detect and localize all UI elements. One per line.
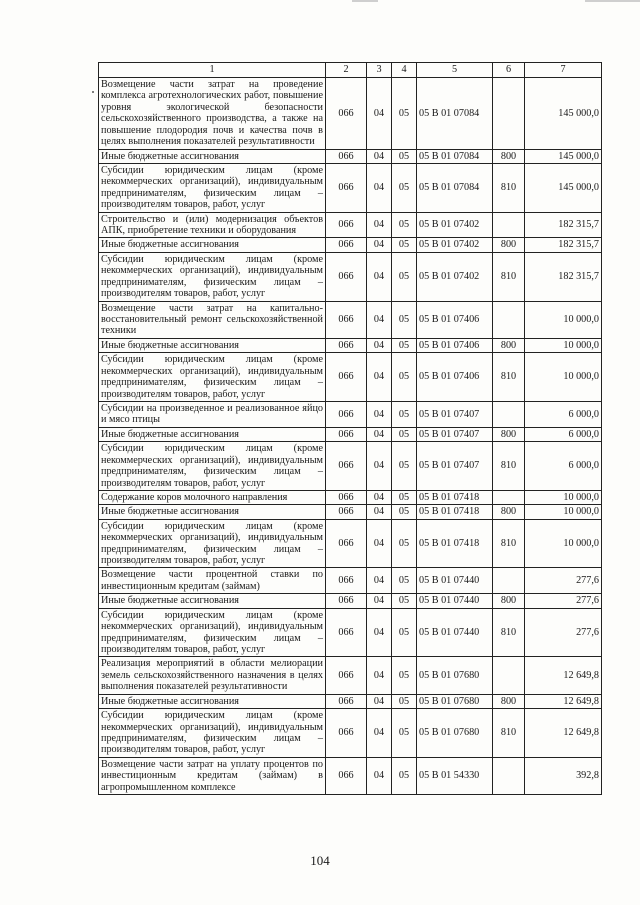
subsection-code-cell: 05 bbox=[392, 709, 417, 758]
expense-type-cell: 800 bbox=[493, 505, 525, 519]
section-code-cell: 04 bbox=[367, 252, 392, 301]
amount-cell: 10 000,0 bbox=[525, 505, 602, 519]
subsection-code-cell: 05 bbox=[392, 401, 417, 427]
row-name-cell: Возмещение части затрат на уплату процентов по инвестиционным кредитам (займам) в агропромышленном комплексе bbox=[99, 757, 326, 794]
scan-artifact bbox=[585, 0, 640, 2]
row-name-cell: Субсидии юридическим лицам (кроме некоммерческих организаций), индивидуальным предпринимателям, физическим лицам – производителям товаров, работ, услуг bbox=[99, 608, 326, 657]
ministry-code-cell: 066 bbox=[326, 694, 367, 708]
subsection-code-cell: 05 bbox=[392, 163, 417, 212]
table-row bbox=[99, 353, 602, 402]
subsection-code-cell: 05 bbox=[392, 519, 417, 568]
row-name-cell: Субсидии на произведенное и реализованное яйцо и мясо птицы bbox=[99, 401, 326, 427]
amount-cell: 277,6 bbox=[525, 608, 602, 657]
subsection-code-cell: 05 bbox=[392, 252, 417, 301]
table-row bbox=[99, 149, 602, 163]
target-article-cell: 05 B 01 07407 bbox=[417, 442, 493, 491]
ministry-code-cell: 066 bbox=[326, 252, 367, 301]
ministry-code-cell: 066 bbox=[326, 301, 367, 338]
row-name-cell: Субсидии юридическим лицам (кроме некоммерческих организаций), индивидуальным предпринимателям, физическим лицам – производителям товаров, работ, услуг bbox=[99, 252, 326, 301]
row-name-cell: Субсидии юридическим лицам (кроме некоммерческих организаций), индивидуальным предпринимателям, физическим лицам – производителям товаров, работ, услуг bbox=[99, 163, 326, 212]
section-code-cell: 04 bbox=[367, 78, 392, 150]
target-article-cell: 05 B 01 07406 bbox=[417, 301, 493, 338]
target-article-cell: 05 B 01 07402 bbox=[417, 252, 493, 301]
subsection-code-cell: 05 bbox=[392, 694, 417, 708]
target-article-cell: 05 B 01 07418 bbox=[417, 490, 493, 504]
table-row bbox=[99, 301, 602, 338]
amount-cell: 145 000,0 bbox=[525, 149, 602, 163]
expense-type-cell: 810 bbox=[493, 709, 525, 758]
section-code-cell: 04 bbox=[367, 757, 392, 794]
table-row bbox=[99, 519, 602, 568]
subsection-code-cell: 05 bbox=[392, 427, 417, 441]
target-article-cell: 05 B 01 07084 bbox=[417, 149, 493, 163]
section-code-cell: 04 bbox=[367, 568, 392, 594]
expense-type-cell bbox=[493, 401, 525, 427]
amount-cell: 10 000,0 bbox=[525, 490, 602, 504]
table-row bbox=[99, 78, 602, 150]
amount-cell: 10 000,0 bbox=[525, 301, 602, 338]
row-name-cell: Субсидии юридическим лицам (кроме некоммерческих организаций), индивидуальным предпринимателям, физическим лицам – производителям товаров, работ, услуг bbox=[99, 353, 326, 402]
amount-cell: 182 315,7 bbox=[525, 212, 602, 238]
amount-cell: 145 000,0 bbox=[525, 163, 602, 212]
row-name-cell: Содержание коров молочного направления bbox=[99, 490, 326, 504]
target-article-cell: 05 B 01 07680 bbox=[417, 657, 493, 694]
ministry-code-cell: 066 bbox=[326, 78, 367, 150]
expense-type-cell bbox=[493, 78, 525, 150]
header-col-6: 6 bbox=[493, 63, 525, 78]
row-name-cell: Возмещение части процентной ставки по инвестиционным кредитам (займам) bbox=[99, 568, 326, 594]
ministry-code-cell: 066 bbox=[326, 709, 367, 758]
target-article-cell: 05 B 01 07680 bbox=[417, 709, 493, 758]
table-row bbox=[99, 709, 602, 758]
amount-cell: 145 000,0 bbox=[525, 78, 602, 150]
ministry-code-cell: 066 bbox=[326, 442, 367, 491]
target-article-cell: 05 B 01 07680 bbox=[417, 694, 493, 708]
expense-type-cell: 810 bbox=[493, 442, 525, 491]
table-header-row bbox=[99, 63, 602, 78]
ministry-code-cell: 066 bbox=[326, 212, 367, 238]
target-article-cell: 05 B 01 07402 bbox=[417, 238, 493, 252]
subsection-code-cell: 05 bbox=[392, 353, 417, 402]
row-name-cell: Субсидии юридическим лицам (кроме некоммерческих организаций), индивидуальным предпринимателям, физическим лицам – производителям товаров, работ, услуг bbox=[99, 442, 326, 491]
target-article-cell: 05 B 01 54330 bbox=[417, 757, 493, 794]
expense-type-cell: 810 bbox=[493, 353, 525, 402]
section-code-cell: 04 bbox=[367, 301, 392, 338]
expense-type-cell bbox=[493, 301, 525, 338]
ministry-code-cell: 066 bbox=[326, 163, 367, 212]
row-name-cell: Реализация мероприятий в области мелиорации земель сельскохозяйственного назначения в целях выполнения показателей результативности bbox=[99, 657, 326, 694]
table-body bbox=[99, 78, 602, 795]
target-article-cell: 05 B 01 07407 bbox=[417, 401, 493, 427]
row-name-cell: Строительство и (или) модернизация объектов АПК, приобретение техники и оборудования bbox=[99, 212, 326, 238]
section-code-cell: 04 bbox=[367, 427, 392, 441]
header-col-5: 5 bbox=[417, 63, 493, 78]
subsection-code-cell: 05 bbox=[392, 568, 417, 594]
expense-type-cell: 810 bbox=[493, 163, 525, 212]
expense-type-cell: 800 bbox=[493, 594, 525, 608]
amount-cell: 10 000,0 bbox=[525, 338, 602, 352]
row-name-cell: Иные бюджетные ассигнования bbox=[99, 338, 326, 352]
subsection-code-cell: 05 bbox=[392, 149, 417, 163]
amount-cell: 392,8 bbox=[525, 757, 602, 794]
amount-cell: 277,6 bbox=[525, 594, 602, 608]
target-article-cell: 05 B 01 07440 bbox=[417, 594, 493, 608]
ministry-code-cell: 066 bbox=[326, 594, 367, 608]
target-article-cell: 05 B 01 07084 bbox=[417, 163, 493, 212]
row-name-cell: Иные бюджетные ассигнования bbox=[99, 694, 326, 708]
subsection-code-cell: 05 bbox=[392, 212, 417, 238]
table-row bbox=[99, 252, 602, 301]
row-name-cell: Субсидии юридическим лицам (кроме некоммерческих организаций), индивидуальным предпринимателям, физическим лицам – производителям товаров, работ, услуг bbox=[99, 519, 326, 568]
row-name-cell: Иные бюджетные ассигнования bbox=[99, 505, 326, 519]
table-row bbox=[99, 505, 602, 519]
target-article-cell: 05 B 01 07406 bbox=[417, 353, 493, 402]
table-row bbox=[99, 212, 602, 238]
section-code-cell: 04 bbox=[367, 694, 392, 708]
section-code-cell: 04 bbox=[367, 657, 392, 694]
amount-cell: 182 315,7 bbox=[525, 252, 602, 301]
expense-type-cell bbox=[493, 568, 525, 594]
table-row bbox=[99, 694, 602, 708]
table-row bbox=[99, 568, 602, 594]
section-code-cell: 04 bbox=[367, 519, 392, 568]
amount-cell: 182 315,7 bbox=[525, 238, 602, 252]
amount-cell: 12 649,8 bbox=[525, 709, 602, 758]
subsection-code-cell: 05 bbox=[392, 608, 417, 657]
subsection-code-cell: 05 bbox=[392, 78, 417, 150]
ministry-code-cell: 066 bbox=[326, 490, 367, 504]
section-code-cell: 04 bbox=[367, 401, 392, 427]
subsection-code-cell: 05 bbox=[392, 490, 417, 504]
subsection-code-cell: 05 bbox=[392, 757, 417, 794]
table-row bbox=[99, 338, 602, 352]
scan-speck bbox=[92, 91, 94, 93]
section-code-cell: 04 bbox=[367, 608, 392, 657]
ministry-code-cell: 066 bbox=[326, 505, 367, 519]
amount-cell: 277,6 bbox=[525, 568, 602, 594]
amount-cell: 12 649,8 bbox=[525, 694, 602, 708]
target-article-cell: 05 B 01 07418 bbox=[417, 519, 493, 568]
subsection-code-cell: 05 bbox=[392, 301, 417, 338]
amount-cell: 10 000,0 bbox=[525, 519, 602, 568]
budget-table bbox=[98, 62, 602, 795]
table-row bbox=[99, 608, 602, 657]
ministry-code-cell: 066 bbox=[326, 757, 367, 794]
ministry-code-cell: 066 bbox=[326, 338, 367, 352]
table-row bbox=[99, 163, 602, 212]
expense-type-cell bbox=[493, 657, 525, 694]
section-code-cell: 04 bbox=[367, 490, 392, 504]
header-col-1: 1 bbox=[99, 63, 326, 78]
header-col-3: 3 bbox=[367, 63, 392, 78]
target-article-cell: 05 B 01 07418 bbox=[417, 505, 493, 519]
amount-cell: 12 649,8 bbox=[525, 657, 602, 694]
section-code-cell: 04 bbox=[367, 238, 392, 252]
table-row bbox=[99, 594, 602, 608]
section-code-cell: 04 bbox=[367, 163, 392, 212]
subsection-code-cell: 05 bbox=[392, 594, 417, 608]
row-name-cell: Возмещение части затрат на проведение комплекса агротехнологических работ, повышение уровня экологической безопасности сельскохозяйственного производства, а также на повышение плодородия почв и качества почв в целях выполнения показателей результативности bbox=[99, 78, 326, 150]
ministry-code-cell: 066 bbox=[326, 519, 367, 568]
expense-type-cell: 810 bbox=[493, 519, 525, 568]
page-number: 104 bbox=[310, 853, 330, 868]
amount-cell: 6 000,0 bbox=[525, 442, 602, 491]
subsection-code-cell: 05 bbox=[392, 657, 417, 694]
expense-type-cell: 810 bbox=[493, 252, 525, 301]
header-col-7: 7 bbox=[525, 63, 602, 78]
subsection-code-cell: 05 bbox=[392, 505, 417, 519]
amount-cell: 6 000,0 bbox=[525, 427, 602, 441]
amount-cell: 10 000,0 bbox=[525, 353, 602, 402]
expense-type-cell bbox=[493, 212, 525, 238]
subsection-code-cell: 05 bbox=[392, 238, 417, 252]
target-article-cell: 05 B 01 07440 bbox=[417, 568, 493, 594]
row-name-cell: Субсидии юридическим лицам (кроме некоммерческих организаций), индивидуальным предпринимателям, физическим лицам – производителям товаров, работ, услуг bbox=[99, 709, 326, 758]
expense-type-cell bbox=[493, 490, 525, 504]
expense-type-cell: 800 bbox=[493, 427, 525, 441]
ministry-code-cell: 066 bbox=[326, 657, 367, 694]
target-article-cell: 05 B 01 07402 bbox=[417, 212, 493, 238]
header-col-4: 4 bbox=[392, 63, 417, 78]
target-article-cell: 05 B 01 07084 bbox=[417, 78, 493, 150]
expense-type-cell: 810 bbox=[493, 608, 525, 657]
row-name-cell: Иные бюджетные ассигнования bbox=[99, 238, 326, 252]
section-code-cell: 04 bbox=[367, 212, 392, 238]
section-code-cell: 04 bbox=[367, 442, 392, 491]
subsection-code-cell: 05 bbox=[392, 442, 417, 491]
target-article-cell: 05 B 01 07407 bbox=[417, 427, 493, 441]
row-name-cell: Иные бюджетные ассигнования bbox=[99, 149, 326, 163]
section-code-cell: 04 bbox=[367, 594, 392, 608]
table-row bbox=[99, 757, 602, 794]
expense-type-cell: 800 bbox=[493, 238, 525, 252]
row-name-cell: Иные бюджетные ассигнования bbox=[99, 594, 326, 608]
table-row bbox=[99, 238, 602, 252]
section-code-cell: 04 bbox=[367, 338, 392, 352]
row-name-cell: Иные бюджетные ассигнования bbox=[99, 427, 326, 441]
ministry-code-cell: 066 bbox=[326, 427, 367, 441]
ministry-code-cell: 066 bbox=[326, 149, 367, 163]
expense-type-cell: 800 bbox=[493, 149, 525, 163]
expense-type-cell: 800 bbox=[493, 338, 525, 352]
ministry-code-cell: 066 bbox=[326, 401, 367, 427]
ministry-code-cell: 066 bbox=[326, 568, 367, 594]
table-row bbox=[99, 442, 602, 491]
amount-cell: 6 000,0 bbox=[525, 401, 602, 427]
table-row bbox=[99, 427, 602, 441]
ministry-code-cell: 066 bbox=[326, 353, 367, 402]
header-col-2: 2 bbox=[326, 63, 367, 78]
table-row bbox=[99, 657, 602, 694]
target-article-cell: 05 B 01 07406 bbox=[417, 338, 493, 352]
ministry-code-cell: 066 bbox=[326, 608, 367, 657]
target-article-cell: 05 B 01 07440 bbox=[417, 608, 493, 657]
table-row bbox=[99, 490, 602, 504]
section-code-cell: 04 bbox=[367, 353, 392, 402]
section-code-cell: 04 bbox=[367, 505, 392, 519]
expense-type-cell: 800 bbox=[493, 694, 525, 708]
expense-type-cell bbox=[493, 757, 525, 794]
scan-artifact bbox=[352, 0, 378, 2]
row-name-cell: Возмещение части затрат на капитально-восстановительный ремонт сельскохозяйственной техники bbox=[99, 301, 326, 338]
table-row bbox=[99, 401, 602, 427]
section-code-cell: 04 bbox=[367, 149, 392, 163]
subsection-code-cell: 05 bbox=[392, 338, 417, 352]
section-code-cell: 04 bbox=[367, 709, 392, 758]
ministry-code-cell: 066 bbox=[326, 238, 367, 252]
